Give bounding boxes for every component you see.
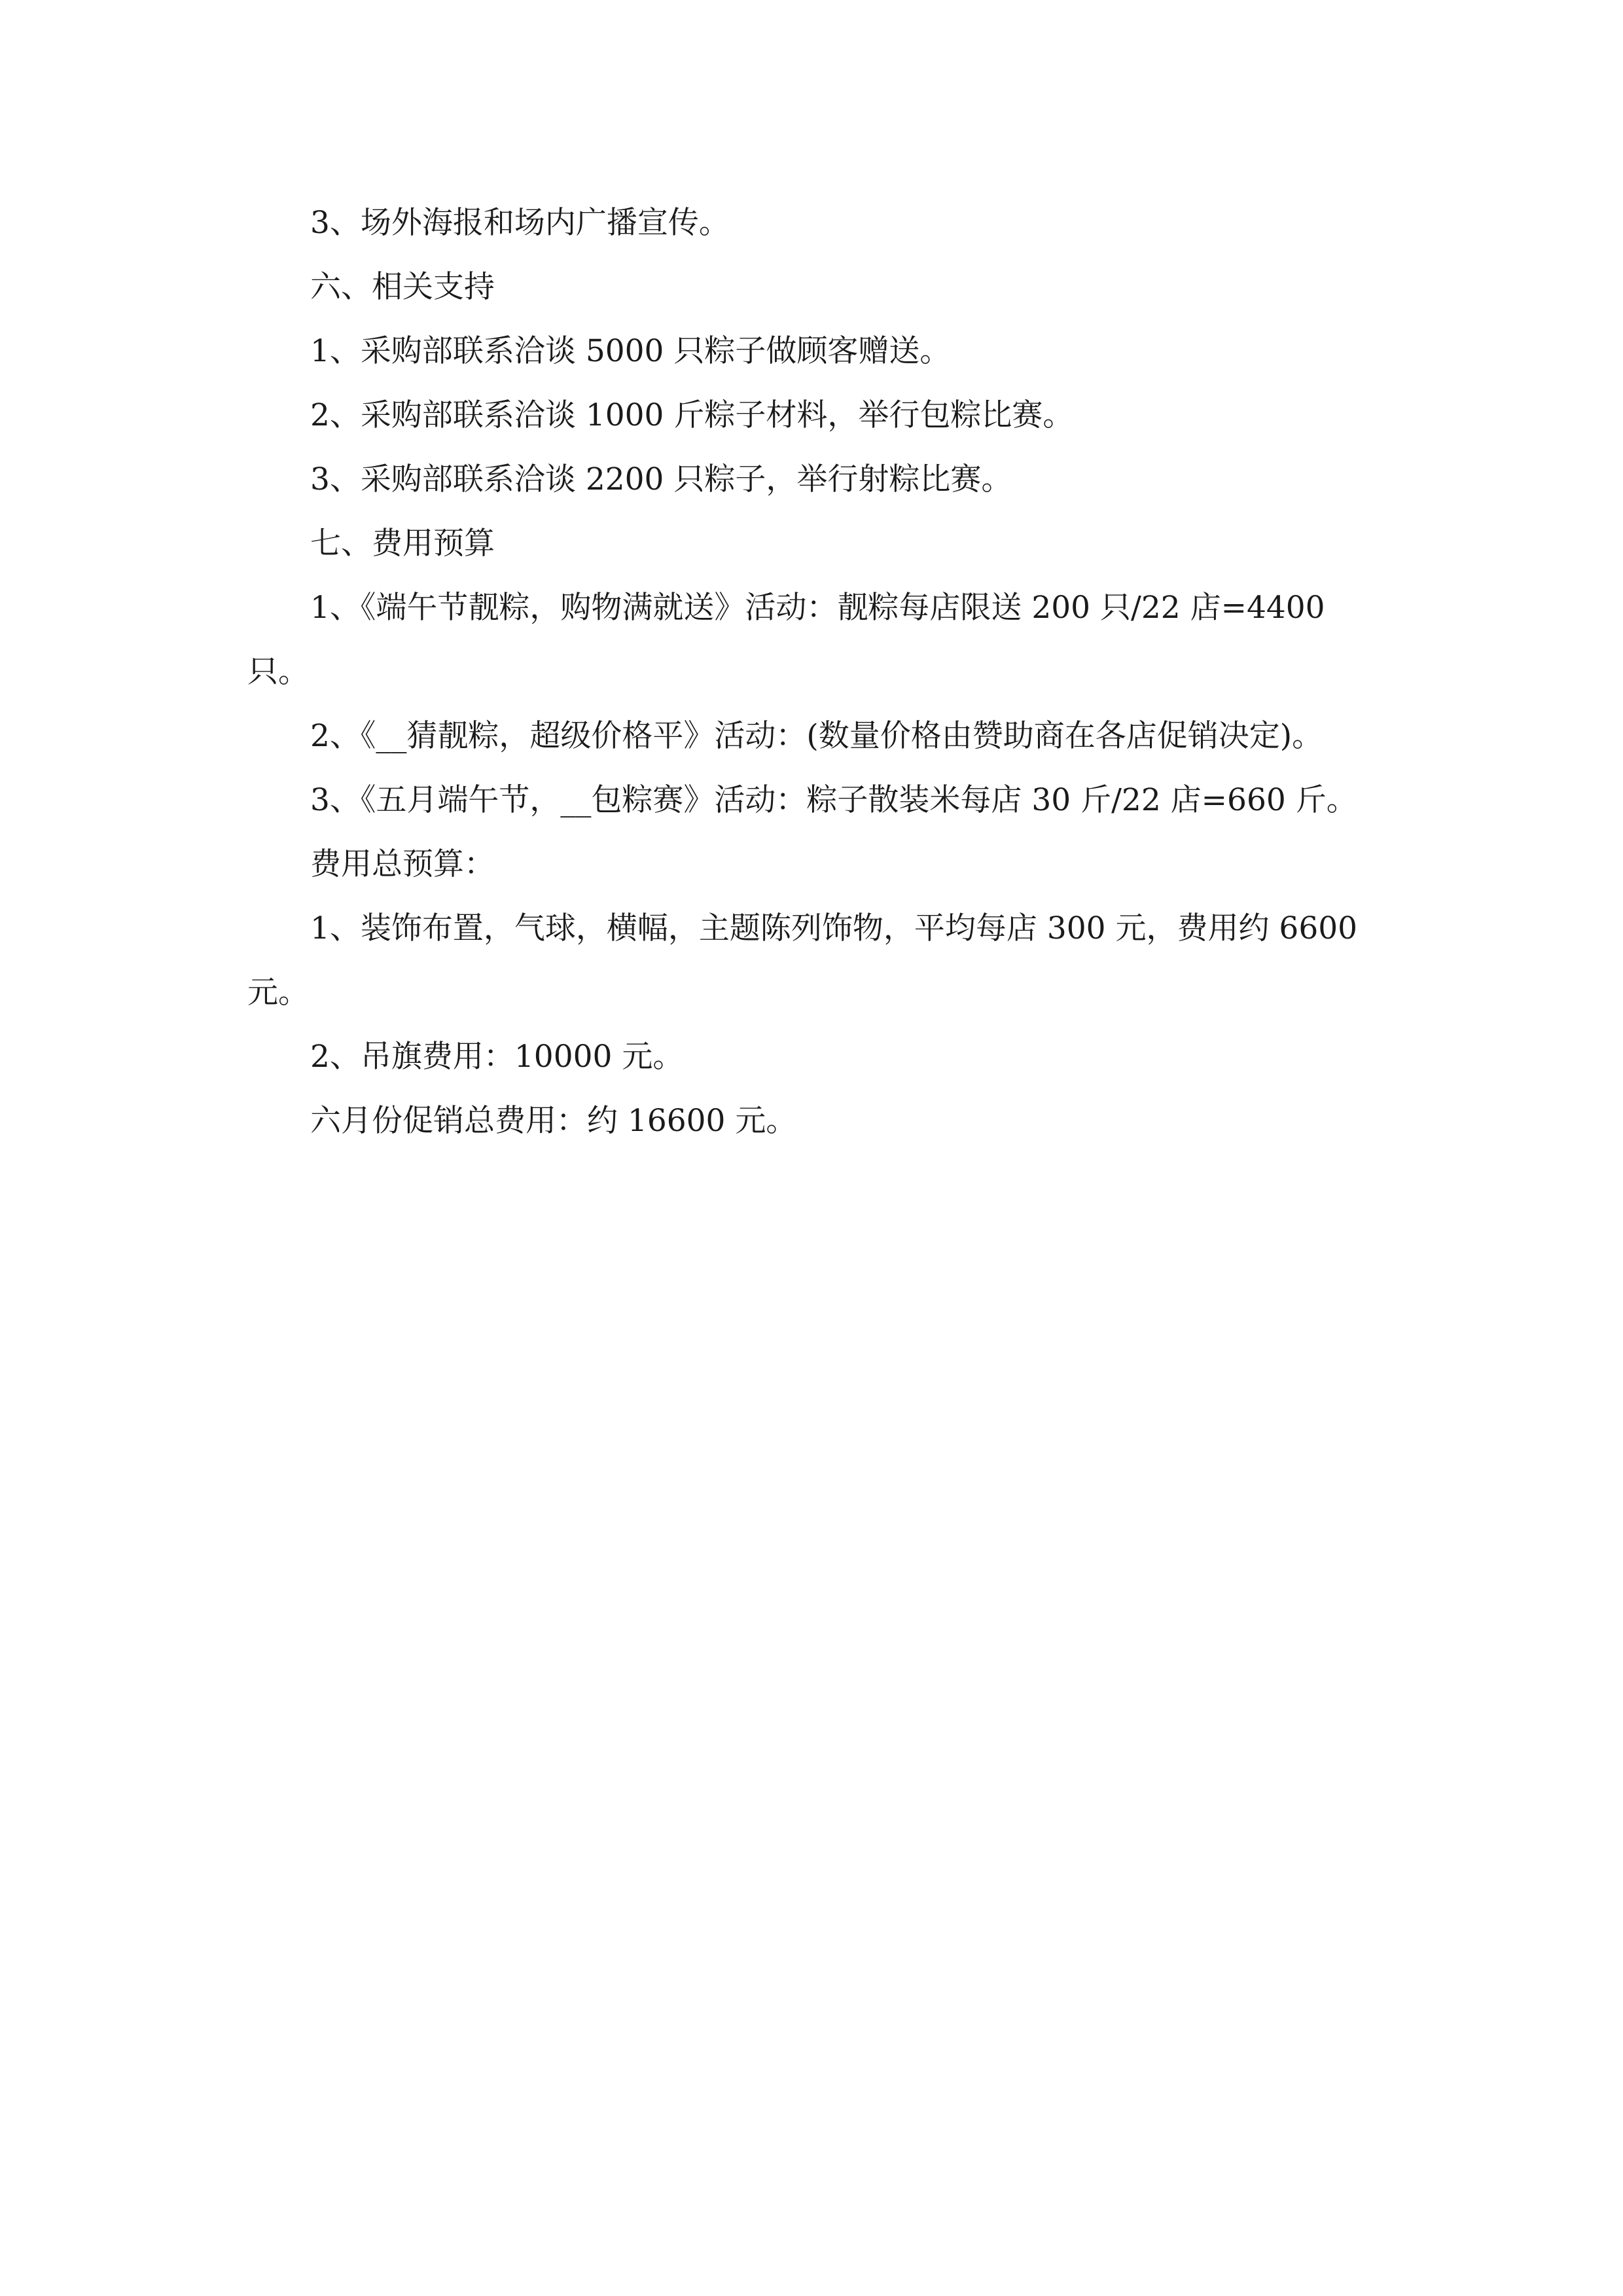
paragraph-support-item-3: 3、采购部联系洽谈 2200 只粽子，举行射粽比赛。 [310, 461, 1012, 497]
paragraph-budget-item-1: 1、《端午节靓粽，购物满就送》活动：靓粽每店限送 200 只/22 店=4400 只。 [247, 590, 1325, 690]
paragraph-total-budget-item-1: 1、装饰布置，气球，横幅，主题陈列饰物，平均每店 300 元，费用约 6600 元。 [247, 910, 1358, 1011]
section-heading-related-support: 六、相关支持 [310, 269, 495, 305]
paragraph-publicity-item-3: 3、场外海报和场内广播宣传。 [310, 205, 730, 241]
paragraph-support-item-2: 2、采购部联系洽谈 1000 斤粽子材料，举行包粽比赛。 [310, 397, 1074, 433]
paragraph-june-total-cost: 六月份促销总费用：约 16600 元。 [310, 1103, 797, 1139]
paragraph-support-item-1: 1、采购部联系洽谈 5000 只粽子做顾客赠送。 [310, 333, 951, 369]
paragraph-budget-item-2: 2、《__猜靓粽，超级价格平》活动：(数量价格由赞助商在各店促销决定)。 [310, 718, 1323, 754]
section-heading-budget: 七、费用预算 [310, 526, 495, 562]
document-body [247, 191, 1386, 1153]
paragraph-total-budget-heading: 费用总预算： [310, 846, 495, 882]
paragraph-budget-item-3: 3、《五月端午节，__包粽赛》活动：粽子散装米每店 30 斤/22 店=660 斤。 [310, 782, 1357, 818]
paragraph-total-budget-item-2: 2、吊旗费用：10000 元。 [310, 1039, 684, 1075]
